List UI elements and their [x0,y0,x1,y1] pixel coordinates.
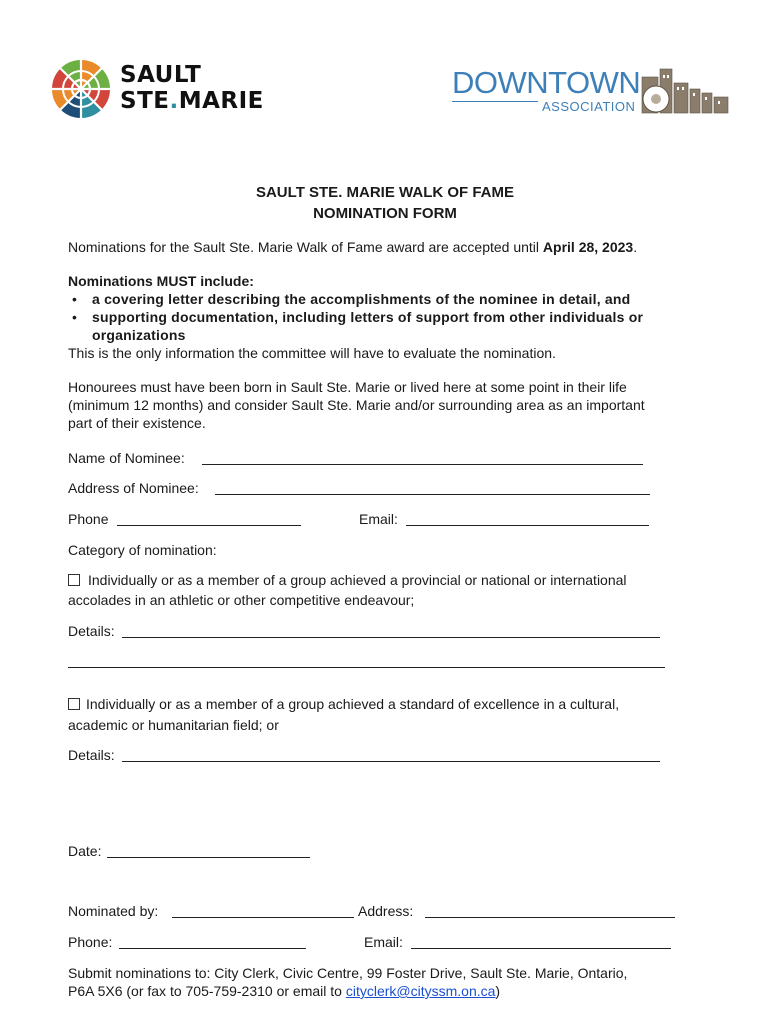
address-field[interactable] [425,917,675,918]
address-label: Address: [358,903,414,919]
email-field[interactable] [406,525,649,526]
category-option-2-cont: academic or humanitarian field; or [68,717,279,733]
requirement-item-2: • supporting documentation, including letters of support from other individuals or [72,309,644,325]
eligibility-line1: Honourees must have been born in Sault Ste. Marie or lived here at some point in their life [68,379,627,395]
details-field-2[interactable] [122,761,660,762]
intro-text: Nominations for the Sault Ste. Marie Walk of Fame award are accepted until April 28, 2023. [68,239,638,255]
requirement-item-1: • a covering letter describing the accomplishments of the nominee in detail, and [72,291,631,307]
city-logo-line2: STE.MARIE [120,88,264,114]
nominated-by-field[interactable] [172,917,354,918]
skyline-icon [640,67,732,117]
details-label-1: Details: [68,623,115,639]
phone-field[interactable] [117,525,301,526]
eligibility-line2: (minimum 12 months) and consider Sault Ste. Marie and/or surrounding area as an important [68,397,645,413]
eligibility-line3: part of their existence. [68,415,206,431]
dta-logo-line1: DOWNTOWN [452,65,641,100]
form-title-line1: SAULT STE. MARIE WALK OF FAME [255,184,515,201]
category-option-2: Individually or as a member of a group achieved a standard of excellence in a cultural, [68,696,619,713]
downtown-association-logo [450,65,735,123]
category-1-checkbox[interactable] [68,574,80,586]
email2-label: Email: [364,934,403,950]
form-title-line2: NOMINATION FORM [313,205,457,222]
email2-field[interactable] [411,948,671,949]
nominated-by-label: Nominated by: [68,903,159,919]
category-label: Category of nomination: [68,542,217,558]
requirements-heading: Nominations MUST include: [68,273,254,289]
dta-logo-line2: ASSOCIATION [542,99,636,114]
category-option-1-cont: accolades in an athletic or other competitive endeavour; [68,592,415,608]
phone-label: Phone [68,511,109,527]
nominee-name-field[interactable] [202,464,643,465]
city-logo-mark-icon [50,58,112,120]
nominee-name-row: Name of Nominee: [68,450,185,466]
city-logo [50,58,264,120]
clerk-email-link[interactable]: cityclerk@cityssm.on.ca [345,983,496,999]
email-label: Email: [359,511,398,527]
details-field-1[interactable] [122,637,660,638]
category-2-checkbox[interactable] [68,698,80,710]
city-logo-line1: SAULT [120,62,202,88]
dta-logo-underline [452,101,538,102]
details-field-1-line2[interactable] [68,667,665,668]
nominee-address-row: Address of Nominee: [68,480,199,496]
phone2-field[interactable] [119,948,306,949]
requirements-note: This is the only information the committee will have to evaluate the nomination. [68,345,556,361]
date-label: Date: [68,843,102,859]
date-field[interactable] [107,857,310,858]
deadline: April 28, 2023 [542,239,634,255]
nominee-address-field[interactable] [215,494,650,495]
requirement-item-2-cont: organizations [92,327,186,343]
category-option-1: Individually or as a member of a group achieved a provincial or national or international [68,572,627,589]
submit-line2: P6A 5X6 (or fax to 705-759-2310 or email to cityclerk@cityssm.on.ca) [68,983,501,999]
phone2-label: Phone: [68,934,113,950]
submit-line1: Submit nominations to: City Clerk, Civic Centre, 99 Foster Drive, Sault Ste. Marie, Ontario, [68,965,628,981]
details-label-2: Details: [68,747,115,763]
